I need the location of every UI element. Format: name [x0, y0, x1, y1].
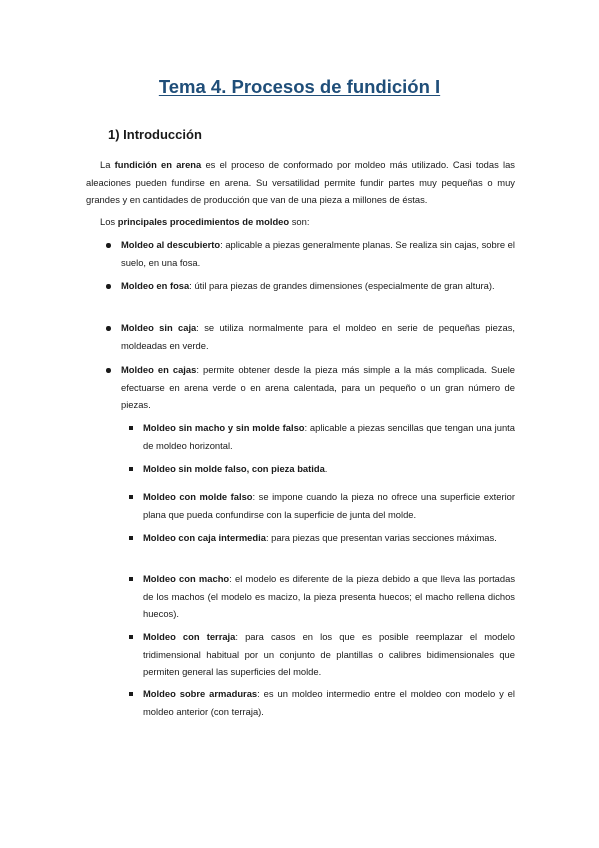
sublist-item-text: : se impone cuando la pieza no ofrece una superficie exterior plana que pueda confundirse con la superficie de junta del molde. [143, 491, 516, 520]
sublist-item [143, 488, 515, 523]
list-item [121, 361, 515, 414]
list-item-text: : permite obtener desde la pieza más simple a la más complicada. Suele efectuarse en arena verde o en arena calentada, para un pequeño o un gran número de piezas. [121, 364, 516, 410]
sublist-item-term: Moldeo con molde falso [143, 491, 253, 502]
intro-pre: La [100, 159, 115, 170]
square-bullet-icon [129, 536, 133, 540]
square-bullet-icon [129, 692, 133, 696]
lead-pre: Los [100, 216, 118, 227]
sublist-item-text: : para piezas que presentan varias secciones máximas. [265, 532, 497, 543]
lead-bold: principales procedimientos de moldeo [117, 216, 290, 227]
intro-paragraph [86, 156, 515, 209]
sublist-item [143, 628, 515, 681]
bullet-icon [106, 284, 111, 289]
sublist-item-term: Moldeo con macho [143, 573, 230, 584]
list-item [121, 277, 515, 295]
bullet-icon [106, 326, 111, 331]
list-item-term: Moldeo en fosa [121, 280, 190, 291]
list-item-term: Moldeo sin caja [121, 322, 197, 333]
bullet-icon [106, 368, 111, 373]
list-item [121, 236, 515, 271]
intro-post: es el proceso de conformado por moldeo más utilizado. Casi todas las aleaciones pueden fundirse en arena. Su versatilidad permite fundir partes muy pequeñas o muy grandes y en cantidades de producción que van de una pieza a millones de éstas. [86, 159, 515, 205]
document-title: Tema 4. Procesos de fundición I [158, 76, 441, 97]
square-bullet-icon [129, 635, 133, 639]
square-bullet-icon [129, 426, 133, 430]
sublist-item-text: . [324, 463, 328, 474]
square-bullet-icon [129, 467, 133, 471]
list-item-text: : se utiliza normalmente para el moldeo en serie de pequeñas piezas, moldeadas en verde. [121, 322, 516, 351]
section-heading: 1) Introducción [108, 127, 202, 142]
list-item-text: : aplicable a piezas generalmente planas. Se realiza sin cajas, sobre el suelo, en una fosa. [121, 239, 515, 268]
sublist-item-text: : el modelo es diferente de la pieza debido a que lleva las portadas de los machos (el modelo es macizo, la pieza presenta huecos; el macho rellena dichos huecos). [143, 573, 516, 619]
lead-post: son: [289, 216, 310, 227]
square-bullet-icon [129, 577, 133, 581]
lead-paragraph [100, 213, 515, 231]
list-item-term: Moldeo en cajas [121, 364, 197, 375]
sublist-item [143, 460, 515, 478]
sublist-item-term: Moldeo sobre armaduras [143, 688, 258, 699]
sublist-item [143, 419, 515, 454]
square-bullet-icon [129, 495, 133, 499]
intro-bold: fundición en arena [114, 159, 202, 170]
sublist-item [143, 570, 515, 623]
sublist-item-text: : es un moldeo intermedio entre el moldeo con modelo y el moldeo anterior (con terraja). [143, 688, 515, 717]
list-item-text: : útil para piezas de grandes dimensiones (especialmente de gran altura). [189, 280, 495, 291]
sublist-item-term: Moldeo sin molde falso, con pieza batida [143, 463, 325, 474]
sublist-item-text: : para casos en los que es posible reemplazar el modelo tridimensional habitual por un conjunto de plantillas o calibres bidimensionales que permiten general las superficies del molde. [143, 631, 515, 677]
sublist-item-term: Moldeo con terraja [143, 631, 236, 642]
sublist-item-term: Moldeo con caja intermedia [143, 532, 266, 543]
list-item [121, 319, 515, 354]
sublist-item-term: Moldeo sin macho y sin molde falso [143, 422, 305, 433]
sublist-item [143, 529, 515, 547]
bullet-icon [106, 243, 111, 248]
sublist-item-text: : aplicable a piezas sencillas que tengan una junta de moldeo horizontal. [143, 422, 515, 451]
sublist-item [143, 685, 515, 720]
list-item-term: Moldeo al descubierto [121, 239, 221, 250]
